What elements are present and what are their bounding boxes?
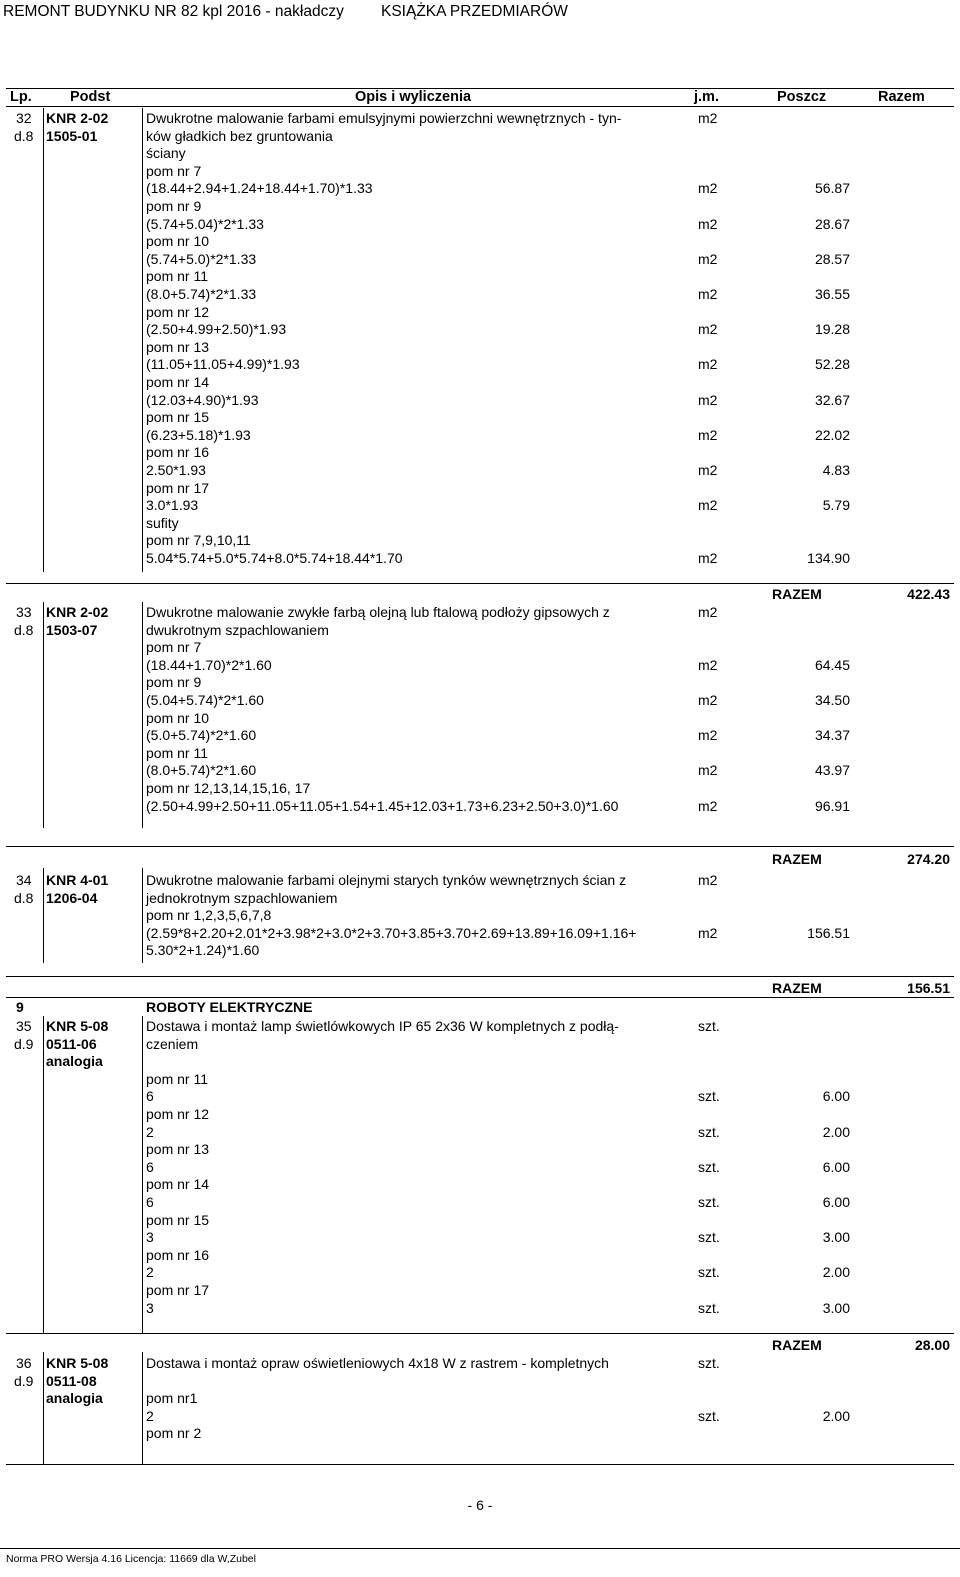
calc-line: 2 (146, 1123, 154, 1140)
col-divider (142, 868, 143, 963)
calc-line: pom nr 15 (146, 409, 210, 426)
item-description: Dwukrotne malowanie farbami emulsyjnymi powierzchni wewnętrznych - tyn- (146, 110, 622, 126)
item-base-code: KNR 5-08 (46, 1018, 109, 1034)
calc-unit: m2 (698, 356, 718, 373)
calc-line: 5.04*5.74+5.0*5.74+8.0*5.74+18.44*1.70 (146, 550, 403, 566)
col-opis: Opis i wyliczenia (355, 89, 472, 105)
calc-line: (8.0+5.74)*2*1.60 (146, 762, 257, 779)
calc-line: 6 (146, 1194, 154, 1210)
item-number: 36 (16, 1355, 32, 1371)
item-unit: m2 (698, 872, 718, 888)
calc-line: pom nr 14 (146, 1176, 210, 1193)
calc-unit: m2 (698, 391, 718, 408)
calc-line: pom nr 13 (146, 338, 210, 355)
calc-unit: m2 (698, 727, 718, 744)
calc-line: pom nr 16 (146, 1246, 210, 1263)
calc-line: ściany (146, 145, 186, 162)
calc-unit: szt. (698, 1407, 720, 1424)
calc-value: 64.45 (814, 656, 850, 673)
calc-line: sufity (146, 514, 179, 531)
item-dzial: d.8 (14, 889, 34, 906)
calc-value: 56.87 (814, 180, 850, 197)
item-separator (6, 976, 954, 977)
section-rule (6, 997, 954, 998)
calc-line: pom nr 12 (146, 1106, 210, 1122)
calc-value: 3.00 (822, 1299, 850, 1316)
calc-value: 52.28 (814, 356, 850, 373)
calc-line: pom nr 9 (146, 198, 202, 214)
calc-value: 34.50 (814, 692, 850, 708)
item-base-number: 0511-06 (46, 1035, 97, 1052)
section-number: 9 (16, 999, 24, 1015)
calc-value: 43.97 (814, 762, 850, 779)
razem-value: 28.00 (914, 1337, 950, 1353)
calc-line: (5.0+5.74)*2*1.60 (146, 727, 257, 744)
header-bottom-rule (6, 106, 954, 107)
calc-line: pom nr 2 (146, 1425, 202, 1442)
calc-line: pom nr 12,13,14,15,16, 17 (146, 780, 311, 796)
calc-line: (11.05+11.05+4.99)*1.93 (146, 356, 300, 373)
item-separator (6, 583, 954, 584)
calc-unit: m2 (698, 656, 718, 673)
col-razem: Razem (878, 89, 925, 105)
calc-unit: szt. (698, 1194, 720, 1210)
calc-line: 2 (146, 1264, 154, 1281)
calc-line: 6 (146, 1088, 154, 1105)
calc-line: (12.03+4.90)*1.93 (146, 391, 259, 408)
calc-unit: szt. (698, 1158, 720, 1175)
calc-value: 4.83 (822, 462, 850, 478)
razem-label: RAZEM (772, 980, 822, 996)
col-poszcz: Poszcz (777, 89, 827, 105)
item-dzial: d.8 (14, 621, 34, 638)
calc-unit: m2 (698, 762, 718, 779)
item-unit: m2 (698, 110, 718, 126)
calc-line: (2.59*8+2.20+2.01*2+3.98*2+3.0*2+3.70+3.85+3.70+2.69+13.89+16.09+1.16+ (146, 924, 637, 941)
item-base-number: 1503-07 (46, 621, 98, 638)
calc-value: 6.00 (822, 1088, 850, 1105)
col-divider (43, 108, 44, 572)
calc-value: 2.00 (822, 1123, 850, 1140)
razem-value: 422.43 (907, 586, 950, 602)
item-unit: m2 (698, 604, 718, 620)
calc-line: pom nr 1,2,3,5,6,7,8 (146, 907, 272, 924)
document-header-right: KSIĄŻKA PRZEDMIARÓW (381, 3, 568, 20)
calc-unit: m2 (698, 550, 718, 566)
col-divider (142, 1352, 143, 1464)
item-description: jednokrotnym szpachlowaniem (146, 889, 338, 906)
item-base-number: 1206-04 (46, 889, 98, 906)
calc-unit: szt. (698, 1123, 720, 1140)
calc-line: pom nr 17 (146, 1282, 210, 1298)
item-unit: szt. (698, 1355, 720, 1371)
calc-line: pom nr 15 (146, 1211, 210, 1228)
footer-license: Norma PRO Wersja 4.16 Licencja: 11669 dla W,Zubel (6, 1553, 256, 1565)
calc-line: (18.44+1.70)*2*1.60 (146, 656, 272, 673)
calc-line: pom nr 10 (146, 233, 210, 250)
item-description: Dwukrotne malowanie farbami olejnymi starych tynków wewnętrznych ścian z (146, 872, 627, 888)
calc-unit: m2 (698, 497, 718, 514)
item-dzial: d.9 (14, 1372, 34, 1389)
col-divider (43, 602, 44, 828)
calc-line: pom nr 7 (146, 639, 202, 656)
calc-line: 2.50*1.93 (146, 462, 206, 478)
calc-unit: szt. (698, 1088, 720, 1105)
razem-label: RAZEM (772, 1337, 822, 1353)
col-jm: j.m. (694, 89, 719, 105)
calc-line: pom nr 10 (146, 709, 210, 726)
calc-unit: m2 (698, 250, 718, 267)
item-description: czeniem (146, 1035, 199, 1052)
item-base-number: 0511-08 (46, 1372, 97, 1389)
calc-line: pom nr 11 (146, 268, 208, 285)
calc-line: (2.50+4.99+2.50+11.05+11.05+1.54+1.45+12.03+1.73+6.23+2.50+3.0)*1.60 (146, 797, 619, 814)
calc-line: 3.0*1.93 (146, 497, 199, 514)
calc-value: 96.91 (814, 797, 850, 814)
calc-line: pom nr 7 (146, 162, 202, 179)
col-divider (43, 1352, 44, 1464)
col-divider (142, 602, 143, 828)
col-divider (43, 1016, 44, 1333)
calc-unit: szt. (698, 1299, 720, 1316)
item-base-number: 1505-01 (46, 127, 98, 144)
calc-value: 5.79 (822, 497, 850, 514)
item-number: 33 (16, 604, 32, 620)
table-bottom-rule (6, 1464, 954, 1465)
calc-value: 19.28 (814, 321, 850, 338)
item-description: dwukrotnym szpachlowaniem (146, 621, 329, 638)
razem-value: 156.51 (907, 980, 950, 996)
col-divider (43, 868, 44, 963)
document-header-left: REMONT BUDYNKU NR 82 kpl 2016 - nakładczy (3, 3, 344, 20)
calc-unit: szt. (698, 1264, 720, 1281)
calc-value: 6.00 (822, 1194, 850, 1210)
calc-line: pom nr 14 (146, 374, 210, 390)
calc-value: 32.67 (814, 391, 850, 408)
razem-label: RAZEM (772, 851, 822, 867)
calc-line: (5.04+5.74)*2*1.60 (146, 692, 264, 708)
calc-line: pom nr 9 (146, 674, 202, 691)
calc-line: 6 (146, 1158, 154, 1175)
item-base-code: KNR 2-02 (46, 604, 109, 620)
item-unit: szt. (698, 1018, 720, 1034)
calc-line: 3 (146, 1299, 154, 1316)
calc-line: pom nr 11 (146, 1070, 208, 1087)
item-dzial: d.8 (14, 127, 34, 144)
calc-line: (5.74+5.04)*2*1.33 (146, 215, 264, 232)
col-divider (142, 1016, 143, 1333)
item-separator (6, 846, 954, 847)
calc-value: 3.00 (822, 1229, 850, 1246)
calc-value: 36.55 (814, 286, 850, 302)
calc-line: pom nr 16 (146, 444, 210, 461)
calc-value: 6.00 (822, 1158, 850, 1175)
col-divider (142, 108, 143, 572)
calc-value: 2.00 (822, 1407, 850, 1424)
calc-line: 5.30*2+1.24)*1.60 (146, 942, 260, 959)
calc-line: (5.74+5.0)*2*1.33 (146, 250, 257, 267)
item-number: 35 (16, 1018, 32, 1034)
calc-unit: m2 (698, 321, 718, 338)
calc-value: 34.37 (814, 727, 850, 744)
calc-value: 28.57 (814, 250, 850, 267)
calc-unit: m2 (698, 426, 718, 443)
footer-rule (0, 1548, 960, 1549)
item-base-note: analogia (46, 1053, 103, 1070)
calc-line: (18.44+2.94+1.24+18.44+1.70)*1.33 (146, 180, 373, 197)
section-title: ROBOTY ELEKTRYCZNE (146, 999, 313, 1015)
calc-value: 134.90 (807, 550, 850, 566)
calc-line: pom nr 12 (146, 303, 210, 320)
calc-value: 22.02 (814, 426, 850, 443)
calc-value: 156.51 (807, 924, 850, 941)
calc-line: pom nr 11 (146, 744, 208, 761)
item-dzial: d.9 (14, 1035, 34, 1052)
calc-line: pom nr1 (146, 1390, 198, 1407)
page-number: - 6 - (467, 1497, 493, 1513)
calc-unit: m2 (698, 462, 718, 478)
calc-line: pom nr 7,9,10,11 (146, 532, 251, 549)
calc-value: 2.00 (822, 1264, 850, 1281)
calc-unit: szt. (698, 1229, 720, 1246)
item-description: Dostawa i montaż lamp świetlówkowych IP 65 2x36 W kompletnych z podłą- (146, 1018, 619, 1034)
calc-line: 2 (146, 1407, 154, 1424)
calc-line: (2.50+4.99+2.50)*1.93 (146, 321, 287, 338)
calc-line: (6.23+5.18)*1.93 (146, 426, 251, 443)
item-description: Dostawa i montaż opraw oświetleniowych 4x18 W z rastrem - kompletnych (146, 1355, 609, 1371)
item-base-code: KNR 4-01 (46, 872, 109, 888)
calc-unit: m2 (698, 924, 718, 941)
item-description: Dwukrotne malowanie zwykłe farbą olejną lub ftalową podłoży gipsowych z (146, 604, 610, 620)
col-lp: Lp. (10, 89, 32, 105)
calc-line: 3 (146, 1229, 154, 1246)
item-number: 34 (16, 872, 32, 888)
item-base-code: KNR 2-02 (46, 110, 109, 126)
calc-value: 28.67 (814, 215, 850, 232)
item-separator (6, 1333, 954, 1334)
razem-value: 274.20 (907, 851, 950, 867)
calc-line: (8.0+5.74)*2*1.33 (146, 286, 257, 302)
item-base-note: analogia (46, 1390, 103, 1407)
calc-unit: m2 (698, 215, 718, 232)
calc-line: pom nr 13 (146, 1141, 210, 1158)
calc-unit: m2 (698, 692, 718, 708)
calc-unit: m2 (698, 286, 718, 302)
item-base-code: KNR 5-08 (46, 1355, 109, 1371)
col-podst: Podst (70, 89, 111, 105)
calc-unit: m2 (698, 797, 718, 814)
item-number: 32 (16, 110, 32, 126)
item-description: ków gładkich bez gruntowania (146, 127, 333, 144)
razem-label: RAZEM (772, 586, 822, 602)
calc-line: pom nr 17 (146, 479, 210, 496)
calc-unit: m2 (698, 180, 718, 197)
